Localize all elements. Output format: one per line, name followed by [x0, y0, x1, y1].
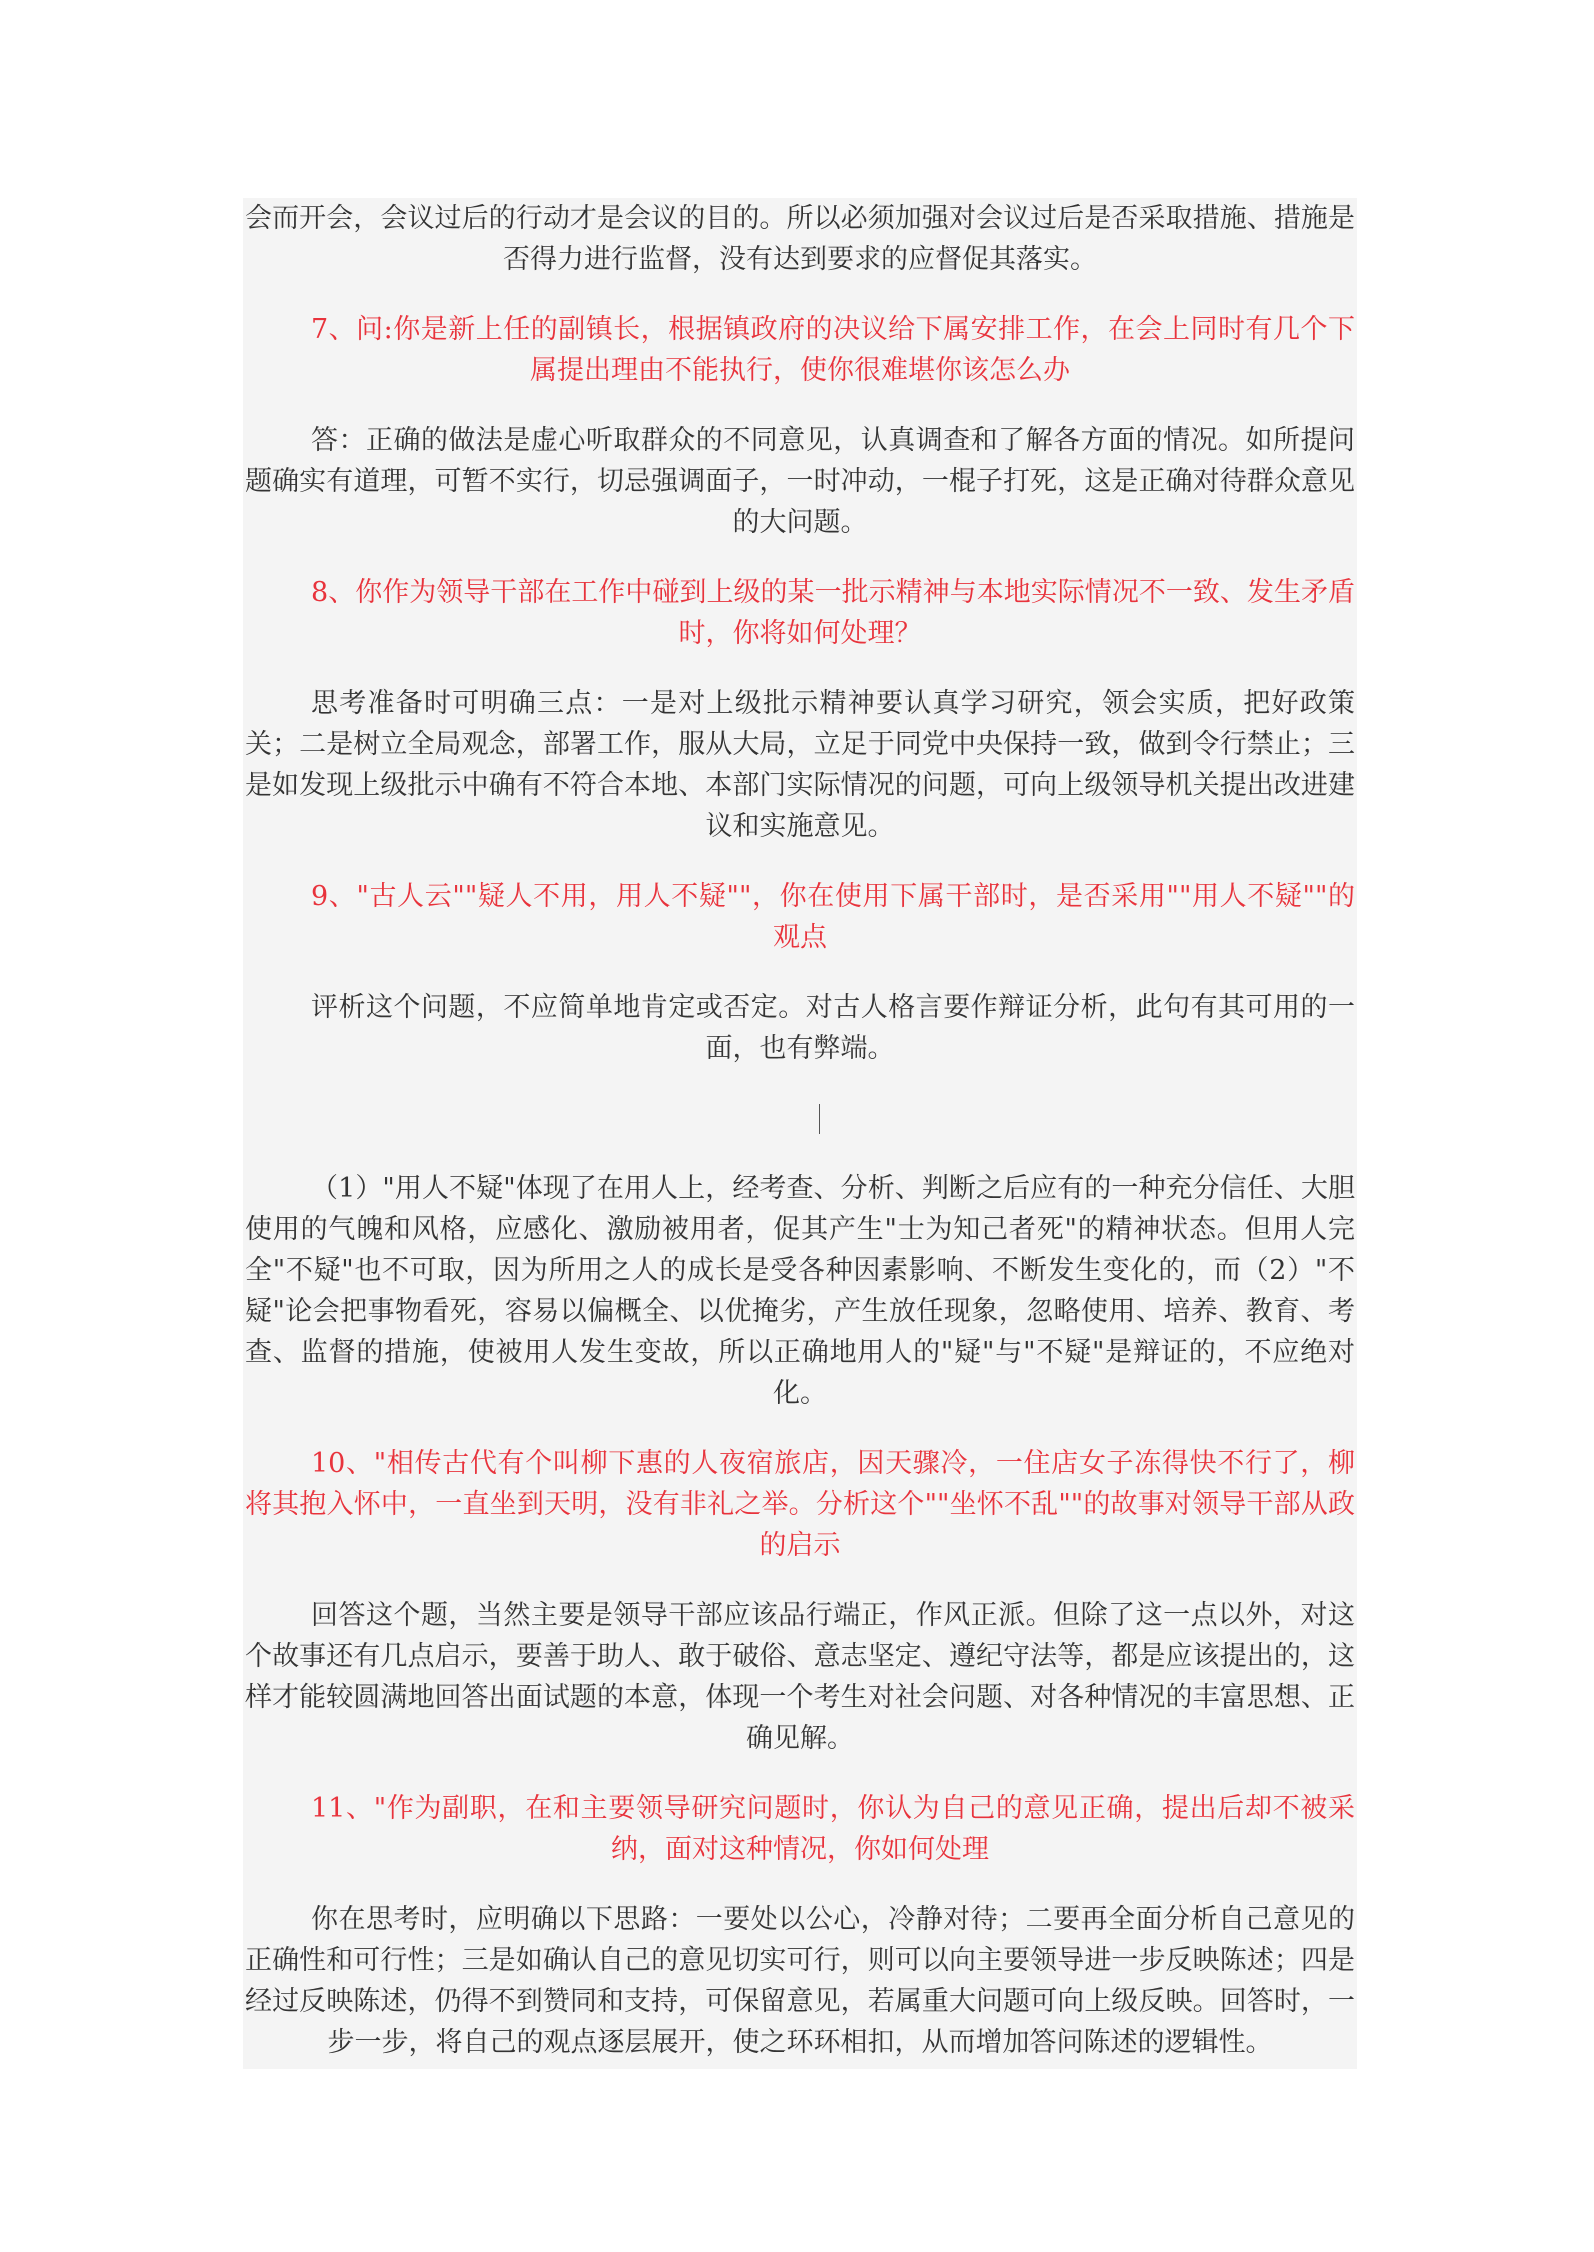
text-cursor-line[interactable]	[243, 1098, 1357, 1139]
question-9: 9、"古人云""疑人不用，用人不疑""，你在使用下属干部时，是否采用""用人不疑""的观点	[311, 881, 1355, 953]
answer-8: 思考准备时可明确三点：一是对上级批示精神要认真学习研究，领会实质，把好政策关；二是树立全局观念，部署工作，服从大局，立足于同党中央保持一致，做到令行禁止；三是如发现上级批示中确有不符合本地、本部门实际情况的问题，可向上级领导机关提出改进建议和实施意见。	[245, 688, 1355, 842]
question-11: 11、"作为副职，在和主要领导研究问题时，你认为自己的意见正确，提出后却不被采纳，面对这种情况，你如何处理	[311, 1793, 1355, 1865]
answer-7: 答：正确的做法是虚心听取群众的不同意见，认真调查和了解各方面的情况。如所提问题确实有道理，可暂不实行，切忌强调面子，一时冲动，一棍子打死，这是正确对待群众意见的大问题。	[245, 425, 1355, 538]
answer-paragraph-continued: 会而开会，会议过后的行动才是会议的目的。所以必须加强对会议过后是否采取措施、措施是否得力进行监督，没有达到要求的应督促其落实。	[245, 203, 1355, 275]
question-10: 10、"相传古代有个叫柳下惠的人夜宿旅店，因天骤冷，一住店女子冻得快不行了，柳将其抱入怀中，一直坐到天明，没有非礼之举。分析这个""坐怀不乱""的故事对领导干部从政的启示	[245, 1448, 1355, 1561]
question-8: 8、你作为领导干部在工作中碰到上级的某一批示精神与本地实际情况不一致、发生矛盾时，你将如何处理？	[311, 577, 1355, 649]
answer-9-intro: 评析这个问题，不应简单地肯定或否定。对古人格言要作辩证分析，此句有其可用的一面，也有弊端。	[311, 992, 1355, 1064]
answer-10: 回答这个题，当然主要是领导干部应该品行端正，作风正派。但除了这一点以外，对这个故事还有几点启示，要善于助人、敢于破俗、意志坚定、遵纪守法等，都是应该提出的，这样才能较圆满地回答出面试题的本意，体现一个考生对社会问题、对各种情况的丰富思想、正确见解。	[245, 1600, 1355, 1754]
answer-11: 你在思考时，应明确以下思路：一要处以公心，冷静对待；二要再全面分析自己意见的正确性和可行性；三是如确认自己的意见切实可行，则可以向主要领导进一步反映陈述；四是经过反映陈述，仍得不到赞同和支持，可保留意见，若属重大问题可向上级反映。回答时，一步一步，将自己的观点逐层展开，使之环环相扣，从而增加答问陈述的逻辑性。	[245, 1904, 1355, 2058]
answer-9-detail: （1）"用人不疑"体现了在用人上，经考查、分析、判断之后应有的一种充分信任、大胆使用的气魄和风格，应感化、激励被用者，促其产生"士为知己者死"的精神状态。但用人完全"不疑"也不可取，因为所用之人的成长是受各种因素影响、不断发生变化的，而（2）"不疑"论会把事物看死，容易以偏概全、以优掩劣，产生放任现象，忽略使用、培养、教育、考查、监督的措施，使被用人发生变故，所以正确地用人的"疑"与"不疑"是辩证的，不应绝对化。	[245, 1173, 1355, 1409]
document-content	[243, 198, 1357, 2069]
question-7: 7、问:你是新上任的副镇长，根据镇政府的决议给下属安排工作，在会上同时有几个下属提出理由不能执行，使你很难堪你该怎么办	[311, 314, 1355, 386]
text-cursor	[819, 1104, 820, 1134]
